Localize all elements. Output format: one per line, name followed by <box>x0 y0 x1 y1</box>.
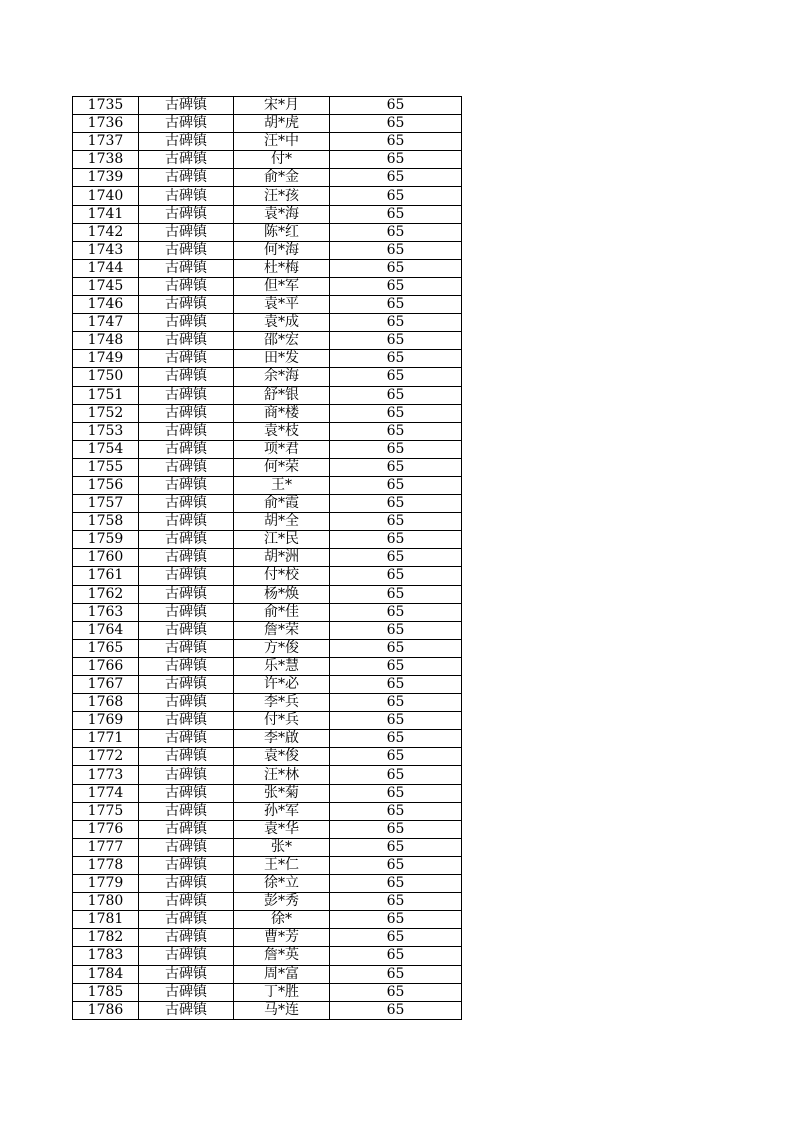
name-cell: 彭*秀 <box>234 893 330 911</box>
town-cell: 古碑镇 <box>139 97 234 115</box>
name-cell: 邵*宏 <box>234 332 330 350</box>
amount-cell: 65 <box>330 657 462 675</box>
table-row <box>73 730 462 748</box>
row-number-cell: 1765 <box>73 639 139 657</box>
table-row <box>73 223 462 241</box>
amount-cell: 65 <box>330 856 462 874</box>
table-row <box>73 133 462 151</box>
row-number-cell: 1766 <box>73 657 139 675</box>
row-number-cell: 1778 <box>73 856 139 874</box>
table-row <box>73 603 462 621</box>
town-cell: 古碑镇 <box>139 495 234 513</box>
amount-cell: 65 <box>330 169 462 187</box>
table-row <box>73 368 462 386</box>
name-cell: 许*必 <box>234 676 330 694</box>
amount-cell: 65 <box>330 187 462 205</box>
row-number-cell: 1751 <box>73 386 139 404</box>
town-cell: 古碑镇 <box>139 856 234 874</box>
table-row <box>73 476 462 494</box>
row-number-cell: 1785 <box>73 983 139 1001</box>
table-row <box>73 440 462 458</box>
amount-cell: 65 <box>330 422 462 440</box>
town-cell: 古碑镇 <box>139 368 234 386</box>
table-row <box>73 585 462 603</box>
amount-cell: 65 <box>330 567 462 585</box>
row-number-cell: 1769 <box>73 712 139 730</box>
amount-cell: 65 <box>330 712 462 730</box>
town-cell: 古碑镇 <box>139 187 234 205</box>
row-number-cell: 1782 <box>73 929 139 947</box>
amount-cell: 65 <box>330 332 462 350</box>
name-cell: 袁*成 <box>234 314 330 332</box>
town-cell: 古碑镇 <box>139 277 234 295</box>
town-cell: 古碑镇 <box>139 748 234 766</box>
name-cell: 江*民 <box>234 531 330 549</box>
name-cell: 王*仁 <box>234 856 330 874</box>
town-cell: 古碑镇 <box>139 820 234 838</box>
town-cell: 古碑镇 <box>139 332 234 350</box>
row-number-cell: 1783 <box>73 947 139 965</box>
table-row <box>73 621 462 639</box>
town-cell: 古碑镇 <box>139 639 234 657</box>
row-number-cell: 1736 <box>73 115 139 133</box>
name-cell: 付*校 <box>234 567 330 585</box>
town-cell: 古碑镇 <box>139 1001 234 1019</box>
name-cell: 陈*红 <box>234 223 330 241</box>
name-cell: 商*楼 <box>234 404 330 422</box>
town-cell: 古碑镇 <box>139 766 234 784</box>
town-cell: 古碑镇 <box>139 893 234 911</box>
row-number-cell: 1743 <box>73 241 139 259</box>
row-number-cell: 1748 <box>73 332 139 350</box>
amount-cell: 65 <box>330 766 462 784</box>
table-row <box>73 947 462 965</box>
name-cell: 李*啟 <box>234 730 330 748</box>
name-cell: 马*连 <box>234 1001 330 1019</box>
amount-cell: 65 <box>330 458 462 476</box>
name-cell: 徐*立 <box>234 875 330 893</box>
town-cell: 古碑镇 <box>139 169 234 187</box>
row-number-cell: 1738 <box>73 151 139 169</box>
name-cell: 俞*金 <box>234 169 330 187</box>
name-cell: 余*海 <box>234 368 330 386</box>
row-number-cell: 1749 <box>73 350 139 368</box>
town-cell: 古碑镇 <box>139 223 234 241</box>
table-row <box>73 929 462 947</box>
row-number-cell: 1774 <box>73 784 139 802</box>
table-row <box>73 97 462 115</box>
town-cell: 古碑镇 <box>139 784 234 802</box>
table-row <box>73 838 462 856</box>
row-number-cell: 1767 <box>73 676 139 694</box>
name-cell: 付* <box>234 151 330 169</box>
amount-cell: 65 <box>330 314 462 332</box>
name-cell: 但*军 <box>234 277 330 295</box>
row-number-cell: 1761 <box>73 567 139 585</box>
amount-cell: 65 <box>330 495 462 513</box>
row-number-cell: 1768 <box>73 694 139 712</box>
town-cell: 古碑镇 <box>139 838 234 856</box>
table-row <box>73 350 462 368</box>
amount-cell: 65 <box>330 965 462 983</box>
amount-cell: 65 <box>330 947 462 965</box>
amount-cell: 65 <box>330 476 462 494</box>
name-cell: 何*荣 <box>234 458 330 476</box>
amount-cell: 65 <box>330 513 462 531</box>
row-number-cell: 1737 <box>73 133 139 151</box>
row-number-cell: 1753 <box>73 422 139 440</box>
name-cell: 袁*俊 <box>234 748 330 766</box>
table-row <box>73 712 462 730</box>
row-number-cell: 1773 <box>73 766 139 784</box>
name-cell: 俞*霞 <box>234 495 330 513</box>
town-cell: 古碑镇 <box>139 657 234 675</box>
row-number-cell: 1775 <box>73 802 139 820</box>
town-cell: 古碑镇 <box>139 513 234 531</box>
table-body <box>73 97 462 1020</box>
table-row <box>73 802 462 820</box>
name-cell: 项*君 <box>234 440 330 458</box>
table-row <box>73 277 462 295</box>
amount-cell: 65 <box>330 983 462 1001</box>
name-cell: 詹*荣 <box>234 621 330 639</box>
town-cell: 古碑镇 <box>139 694 234 712</box>
town-cell: 古碑镇 <box>139 115 234 133</box>
town-cell: 古碑镇 <box>139 476 234 494</box>
town-cell: 古碑镇 <box>139 875 234 893</box>
name-cell: 曹*芳 <box>234 929 330 947</box>
town-cell: 古碑镇 <box>139 531 234 549</box>
row-number-cell: 1744 <box>73 259 139 277</box>
table-row <box>73 169 462 187</box>
amount-cell: 65 <box>330 639 462 657</box>
amount-cell: 65 <box>330 730 462 748</box>
name-cell: 汪*孩 <box>234 187 330 205</box>
amount-cell: 65 <box>330 748 462 766</box>
table-row <box>73 965 462 983</box>
town-cell: 古碑镇 <box>139 730 234 748</box>
row-number-cell: 1756 <box>73 476 139 494</box>
amount-cell: 65 <box>330 115 462 133</box>
town-cell: 古碑镇 <box>139 947 234 965</box>
town-cell: 古碑镇 <box>139 386 234 404</box>
name-cell: 舒*银 <box>234 386 330 404</box>
amount-cell: 65 <box>330 531 462 549</box>
name-cell: 宋*月 <box>234 97 330 115</box>
town-cell: 古碑镇 <box>139 965 234 983</box>
town-cell: 古碑镇 <box>139 404 234 422</box>
table-row <box>73 495 462 513</box>
row-number-cell: 1780 <box>73 893 139 911</box>
row-number-cell: 1760 <box>73 549 139 567</box>
amount-cell: 65 <box>330 296 462 314</box>
row-number-cell: 1779 <box>73 875 139 893</box>
table-row <box>73 386 462 404</box>
amount-cell: 65 <box>330 1001 462 1019</box>
table-row <box>73 1001 462 1019</box>
amount-cell: 65 <box>330 875 462 893</box>
table-row <box>73 332 462 350</box>
row-number-cell: 1762 <box>73 585 139 603</box>
table-row <box>73 676 462 694</box>
amount-cell: 65 <box>330 440 462 458</box>
town-cell: 古碑镇 <box>139 458 234 476</box>
town-cell: 古碑镇 <box>139 567 234 585</box>
row-number-cell: 1776 <box>73 820 139 838</box>
table-row <box>73 766 462 784</box>
row-number-cell: 1741 <box>73 205 139 223</box>
name-cell: 张* <box>234 838 330 856</box>
table-row <box>73 694 462 712</box>
town-cell: 古碑镇 <box>139 422 234 440</box>
row-number-cell: 1746 <box>73 296 139 314</box>
table-row <box>73 748 462 766</box>
town-cell: 古碑镇 <box>139 133 234 151</box>
amount-cell: 65 <box>330 676 462 694</box>
row-number-cell: 1771 <box>73 730 139 748</box>
town-cell: 古碑镇 <box>139 929 234 947</box>
row-number-cell: 1784 <box>73 965 139 983</box>
table-row <box>73 567 462 585</box>
row-number-cell: 1764 <box>73 621 139 639</box>
amount-cell: 65 <box>330 838 462 856</box>
row-number-cell: 1740 <box>73 187 139 205</box>
town-cell: 古碑镇 <box>139 314 234 332</box>
data-table <box>72 96 462 1020</box>
town-cell: 古碑镇 <box>139 585 234 603</box>
town-cell: 古碑镇 <box>139 621 234 639</box>
table-row <box>73 784 462 802</box>
row-number-cell: 1758 <box>73 513 139 531</box>
table-row <box>73 187 462 205</box>
row-number-cell: 1742 <box>73 223 139 241</box>
town-cell: 古碑镇 <box>139 983 234 1001</box>
amount-cell: 65 <box>330 820 462 838</box>
name-cell: 杨*焕 <box>234 585 330 603</box>
row-number-cell: 1759 <box>73 531 139 549</box>
name-cell: 袁*平 <box>234 296 330 314</box>
town-cell: 古碑镇 <box>139 712 234 730</box>
name-cell: 方*俊 <box>234 639 330 657</box>
amount-cell: 65 <box>330 911 462 929</box>
amount-cell: 65 <box>330 404 462 422</box>
town-cell: 古碑镇 <box>139 205 234 223</box>
amount-cell: 65 <box>330 802 462 820</box>
name-cell: 俞*佳 <box>234 603 330 621</box>
table-row <box>73 314 462 332</box>
row-number-cell: 1747 <box>73 314 139 332</box>
table-row <box>73 856 462 874</box>
table-row <box>73 893 462 911</box>
name-cell: 乐*慧 <box>234 657 330 675</box>
table-row <box>73 911 462 929</box>
name-cell: 袁*枝 <box>234 422 330 440</box>
name-cell: 何*海 <box>234 241 330 259</box>
row-number-cell: 1750 <box>73 368 139 386</box>
name-cell: 付*兵 <box>234 712 330 730</box>
table-row <box>73 205 462 223</box>
amount-cell: 65 <box>330 603 462 621</box>
name-cell: 汪*林 <box>234 766 330 784</box>
row-number-cell: 1786 <box>73 1001 139 1019</box>
row-number-cell: 1745 <box>73 277 139 295</box>
row-number-cell: 1772 <box>73 748 139 766</box>
name-cell: 袁*华 <box>234 820 330 838</box>
table-row <box>73 531 462 549</box>
table-row <box>73 422 462 440</box>
amount-cell: 65 <box>330 386 462 404</box>
name-cell: 汪*中 <box>234 133 330 151</box>
table-row <box>73 875 462 893</box>
amount-cell: 65 <box>330 694 462 712</box>
table-row <box>73 259 462 277</box>
name-cell: 胡*虎 <box>234 115 330 133</box>
table-row <box>73 657 462 675</box>
amount-cell: 65 <box>330 223 462 241</box>
amount-cell: 65 <box>330 929 462 947</box>
town-cell: 古碑镇 <box>139 296 234 314</box>
name-cell: 张*菊 <box>234 784 330 802</box>
amount-cell: 65 <box>330 368 462 386</box>
amount-cell: 65 <box>330 277 462 295</box>
name-cell: 胡*洲 <box>234 549 330 567</box>
table-row <box>73 549 462 567</box>
amount-cell: 65 <box>330 621 462 639</box>
table-row <box>73 820 462 838</box>
name-cell: 胡*全 <box>234 513 330 531</box>
row-number-cell: 1754 <box>73 440 139 458</box>
town-cell: 古碑镇 <box>139 151 234 169</box>
row-number-cell: 1755 <box>73 458 139 476</box>
table-row <box>73 639 462 657</box>
row-number-cell: 1735 <box>73 97 139 115</box>
name-cell: 杜*梅 <box>234 259 330 277</box>
row-number-cell: 1781 <box>73 911 139 929</box>
amount-cell: 65 <box>330 549 462 567</box>
amount-cell: 65 <box>330 133 462 151</box>
amount-cell: 65 <box>330 241 462 259</box>
town-cell: 古碑镇 <box>139 241 234 259</box>
table-row <box>73 296 462 314</box>
table-row <box>73 458 462 476</box>
amount-cell: 65 <box>330 97 462 115</box>
amount-cell: 65 <box>330 784 462 802</box>
town-cell: 古碑镇 <box>139 440 234 458</box>
name-cell: 丁*胜 <box>234 983 330 1001</box>
table-row <box>73 151 462 169</box>
name-cell: 孙*军 <box>234 802 330 820</box>
row-number-cell: 1752 <box>73 404 139 422</box>
amount-cell: 65 <box>330 259 462 277</box>
name-cell: 王* <box>234 476 330 494</box>
name-cell: 詹*英 <box>234 947 330 965</box>
row-number-cell: 1777 <box>73 838 139 856</box>
town-cell: 古碑镇 <box>139 259 234 277</box>
amount-cell: 65 <box>330 585 462 603</box>
row-number-cell: 1739 <box>73 169 139 187</box>
town-cell: 古碑镇 <box>139 676 234 694</box>
table-row <box>73 241 462 259</box>
table-row <box>73 404 462 422</box>
town-cell: 古碑镇 <box>139 549 234 567</box>
name-cell: 袁*海 <box>234 205 330 223</box>
amount-cell: 65 <box>330 350 462 368</box>
table-row <box>73 115 462 133</box>
name-cell: 田*发 <box>234 350 330 368</box>
name-cell: 周*富 <box>234 965 330 983</box>
town-cell: 古碑镇 <box>139 911 234 929</box>
amount-cell: 65 <box>330 151 462 169</box>
town-cell: 古碑镇 <box>139 603 234 621</box>
name-cell: 李*兵 <box>234 694 330 712</box>
row-number-cell: 1763 <box>73 603 139 621</box>
town-cell: 古碑镇 <box>139 802 234 820</box>
amount-cell: 65 <box>330 205 462 223</box>
name-cell: 徐* <box>234 911 330 929</box>
table-row <box>73 513 462 531</box>
table-row <box>73 983 462 1001</box>
amount-cell: 65 <box>330 893 462 911</box>
row-number-cell: 1757 <box>73 495 139 513</box>
town-cell: 古碑镇 <box>139 350 234 368</box>
